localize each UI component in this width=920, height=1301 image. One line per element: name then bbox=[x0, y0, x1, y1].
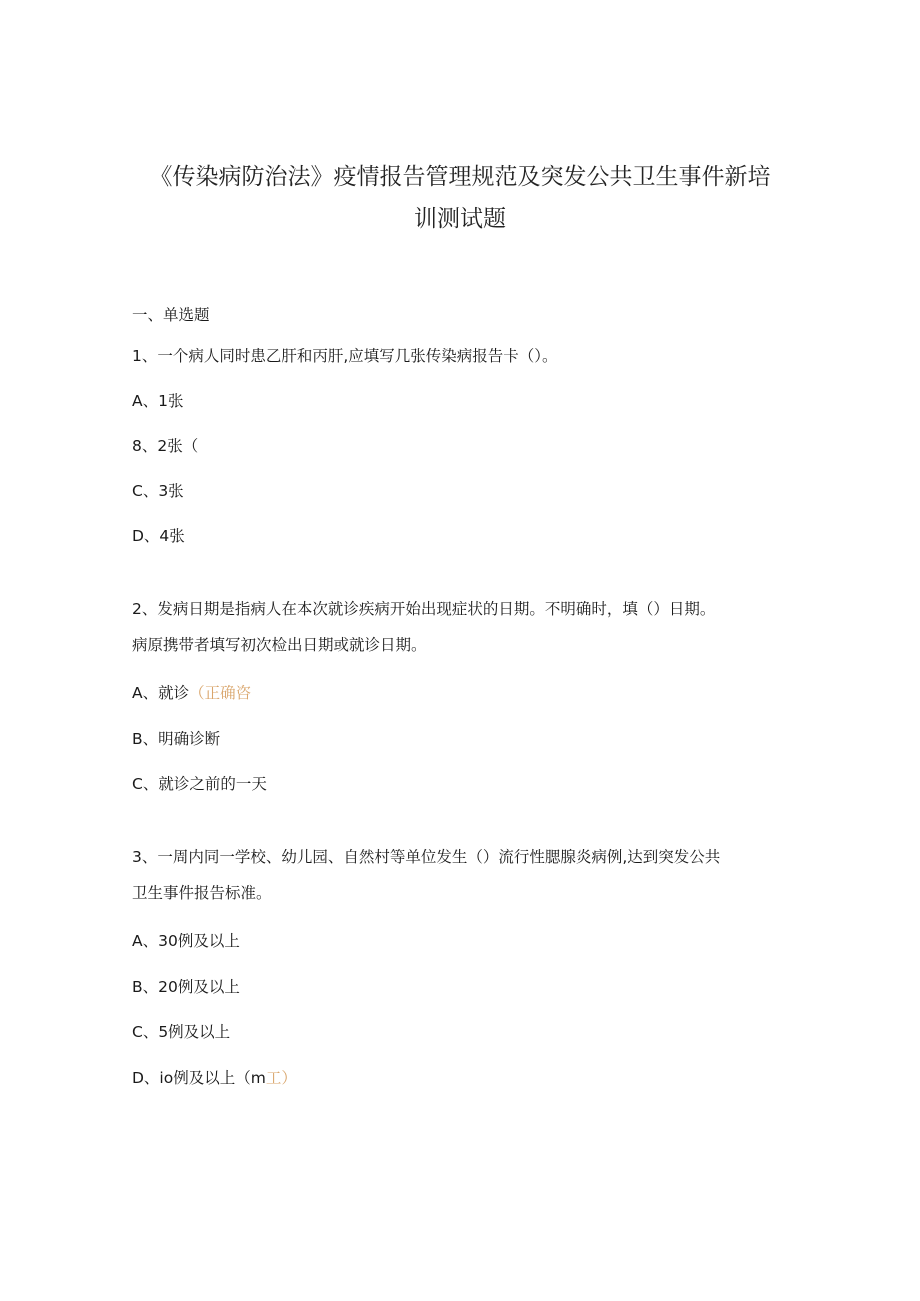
section-heading: 一、单选题 bbox=[132, 306, 210, 324]
question-2-option-c: C、就诊之前的一天 bbox=[132, 775, 267, 793]
question-3-option-d bbox=[132, 1068, 297, 1088]
question-3-stem-line-2: 卫生事件报告标准。 bbox=[132, 884, 272, 902]
answer-note: （正确咨 bbox=[189, 684, 252, 702]
question-3-option-c: C、5例及以上 bbox=[132, 1023, 231, 1041]
question-3-option-b: B、20例及以上 bbox=[132, 978, 240, 996]
question-1-stem: 1、一个病人同时患乙肝和丙肝,应填写几张传染病报告卡（）。 bbox=[132, 347, 558, 365]
question-1-option-d: D、4张 bbox=[132, 527, 185, 545]
question-3-option-a: A、30例及以上 bbox=[132, 932, 240, 950]
option-d-text: D、io例及以上（m bbox=[132, 1069, 266, 1087]
answer-note: 工） bbox=[265, 1069, 297, 1087]
document-title-line-1: 《传染病防治法》疫情报告管理规范及突发公共卫生事件新培 bbox=[149, 164, 771, 190]
question-2-option-b: B、明确诊断 bbox=[132, 730, 221, 748]
question-1-option-c: C、3张 bbox=[132, 482, 184, 500]
question-1-option-a: A、1张 bbox=[132, 392, 184, 410]
question-1-option-b: 8、2张（ bbox=[132, 437, 199, 455]
option-a-text: A、就诊 bbox=[132, 684, 190, 702]
question-2-stem-line-1: 2、发病日期是指病人在本次就诊疾病开始出现症状的日期。不明确时，填（）日期。 bbox=[132, 600, 716, 618]
document-title-line-2: 训测试题 bbox=[414, 206, 506, 232]
question-2-option-a bbox=[132, 683, 251, 703]
question-2-stem-line-2: 病原携带者填写初次检出日期或就诊日期。 bbox=[132, 636, 427, 654]
question-3-stem-line-1: 3、一周内同一学校、幼儿园、自然村等单位发生（）流行性腮腺炎病例,达到突发公共 bbox=[132, 848, 721, 866]
